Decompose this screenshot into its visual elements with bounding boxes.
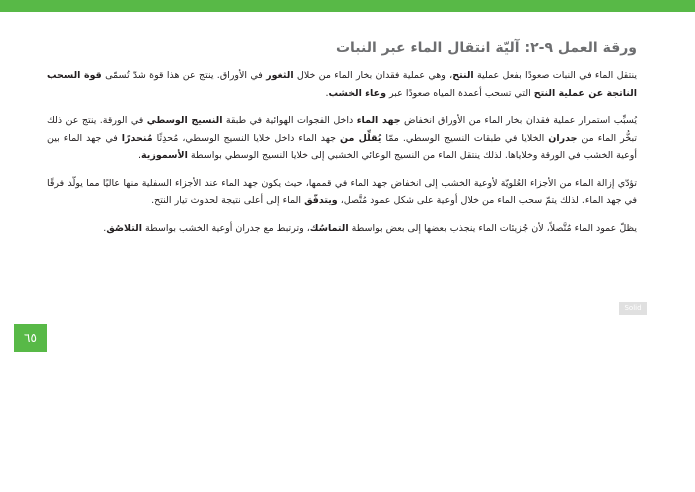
text-segment: الخلايا في طبقات النسيج الوسطي. ممّا <box>381 132 549 144</box>
paragraph-4 <box>47 220 637 238</box>
text-segment: جهد الماء داخل خلايا النسيج الوسطي، مُحدِثًا <box>152 132 340 144</box>
key-term: وعاء الخشب <box>328 87 386 99</box>
text-segment: . <box>138 150 142 161</box>
text-segment: في الورقة. ينتج عن ذلك تبخُّر الماء من <box>47 115 637 144</box>
text-segment: داخل الفجوات الهوائية في طبقة <box>222 115 357 126</box>
key-term: النتح <box>452 70 474 81</box>
text-segment: التي تسحب أعمدة المياه صعودًا عبر <box>386 87 534 99</box>
text-segment: يُسبِّب استمرار عملية فقدان بخار الماء من الأوراق انخفاض <box>400 115 638 126</box>
paragraph-3 <box>47 175 637 210</box>
key-term: يُقلِّل من <box>339 132 382 144</box>
watermark-label: Solid <box>619 302 647 315</box>
top-accent-bar <box>0 0 695 12</box>
text-segment: يظلّ عمود الماء مُتَّصلاً، لأن جُزيئات الماء ينجذب بعضها إلى بعض بواسطة <box>348 222 637 234</box>
key-term: جدران <box>548 132 578 144</box>
paragraph-2 <box>47 112 637 165</box>
text-segment: ينتقل الماء في النبات صعودًا بفعل عملية <box>473 70 637 81</box>
text-segment: الماء إلى أعلى نتيجة لحدوث تيار النتح. <box>151 195 305 206</box>
text-segment: في جهد الماء بين أوعية الخشب في الورقة وخلاياها. لذلك ينتقل الماء من النسيج الوعائي الخشبي إلى خلايا النسيج الوسطي بواسطة <box>47 132 637 161</box>
key-term: الثغور <box>266 70 294 81</box>
key-term: مُنحدرًا <box>121 132 153 144</box>
page-title: ورقة العمل ٩-٢: آليّة انتقال الماء عبر النبات <box>335 40 637 56</box>
text-segment: . <box>103 222 107 234</box>
text-segment: تؤدّي إزالة الماء من الأجزاء العُلويّة لأوعية الخشب إلى انخفاض جهد الماء في قممها، حيث يكون جهد الماء عند الأجزاء السفلية منها عاليًا مما يولّد فرقًا في جهد الماء. لذلك يتمّ سحب الماء من خلال أوعية على شكل عمود مُتَّصل، <box>47 177 637 206</box>
text-segment: ، وترتبط مع جدران أوعية الخشب بواسطة <box>141 222 310 234</box>
key-term: التلاصُق <box>106 222 142 234</box>
paragraph-1 <box>47 67 637 102</box>
key-term: ويتدفّق <box>304 195 338 206</box>
text-segment: في الأوراق. ينتج عن هذا قوة شدّ تُسمّى <box>101 70 267 81</box>
key-term: التماسُك <box>309 222 349 234</box>
page-number-badge: ٦٥ <box>14 324 47 352</box>
key-term: قوة السحب الناتجة عن عملية النتح <box>47 70 637 99</box>
key-term: الأسموزية <box>141 150 188 161</box>
worksheet-content <box>47 67 637 247</box>
key-term: جهد الماء <box>356 115 401 126</box>
text-segment: ، وهي عملية فقدان بخار الماء من خلال <box>293 70 453 81</box>
text-segment: . <box>325 87 329 99</box>
key-term: النسيج الوسطي <box>146 115 223 126</box>
